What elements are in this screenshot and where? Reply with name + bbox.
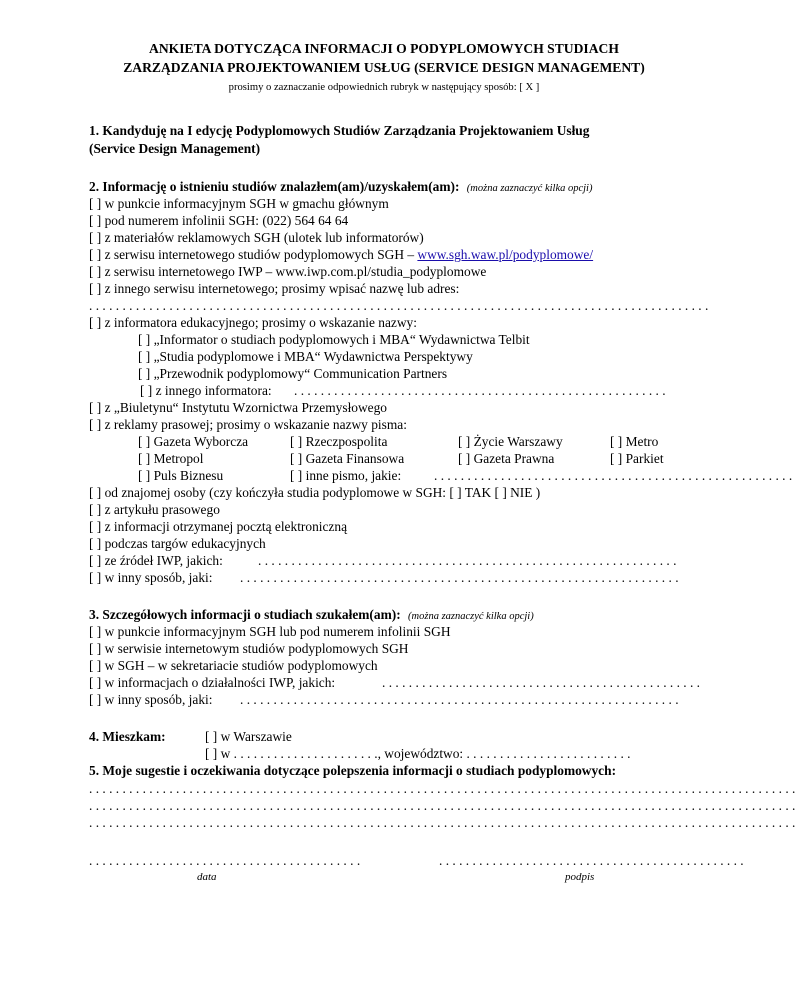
q2-option-11[interactable]: [ ] z artykułu prasowego	[89, 502, 220, 517]
q2-option-7[interactable]: [ ] z informatora edukacyjnego; prosimy o wskazanie nazwy:	[89, 315, 417, 330]
q3-option-1[interactable]: [ ] w punkcie informacyjnym SGH lub pod numerem infolinii SGH	[89, 624, 451, 639]
q2-option-4[interactable]	[89, 247, 593, 263]
q2-option-1[interactable]: [ ] w punkcie informacyjnym SGH w gmachu głównym	[89, 196, 389, 211]
q3-option-3[interactable]: [ ] w SGH – w sekretariacie studiów podyplomowych	[89, 658, 378, 673]
form-instruction: prosimy o zaznaczanie odpowiednich rubryk w następujący sposób: [ X ]	[228, 82, 540, 93]
press-gazeta-finansowa[interactable]: [ ] Gazeta Finansowa	[290, 451, 405, 466]
q4-option-warsaw[interactable]: [ ] w Warszawie	[205, 729, 292, 744]
q1-line1: 1. Kandyduję na I edycję Podyplomowych Studiów Zarządzania Projektowaniem Usług	[89, 123, 590, 138]
q3-option-2[interactable]: [ ] w serwisie internetowym studiów podyplomowych SGH	[89, 641, 409, 656]
informator-option-2[interactable]: [ ] „Studia podyplomowe i MBA“ Wydawnictwa Perspektywy	[138, 349, 473, 364]
q3-heading: 3. Szczegółowych informacji o studiach szukałem(am):	[89, 607, 401, 622]
sgh-postgrad-link[interactable]: www.sgh.waw.pl/podyplomowe/	[417, 247, 594, 262]
informator-option-3[interactable]: [ ] „Przewodnik podyplomowy“ Communication Partners	[138, 366, 448, 381]
q5-answer-line-1[interactable]: . . . . . . . . . . . . . . . . . . . . . . . . . . . . . . . . . . . . . . . . . . . . . . . . . . . . . . . . . . . . . . . . . . . . . . . . . . . . . . . . . . . . . . . . . . . . . . . . . . . . . . . . . .	[89, 781, 795, 796]
q3-option-5[interactable]: [ ] w inny sposób, jaki:	[89, 692, 213, 707]
q1-line2: (Service Design Management)	[89, 141, 261, 156]
q2-option-4-text: [ ] z serwisu internetowego studiów podyplomowych SGH –	[89, 247, 418, 262]
q4-option-other-city[interactable]	[205, 746, 631, 762]
date-fill-line[interactable]: . . . . . . . . . . . . . . . . . . . . . . . . . . . . . . . . . . . . . . . . .	[89, 853, 361, 868]
informator-option-1[interactable]: [ ] „Informator o studiach podyplomowych i MBA“ Wydawnictwa Telbit	[138, 332, 530, 347]
q2-option-14[interactable]: [ ] ze źródeł IWP, jakich:	[89, 553, 223, 568]
q3-heading-row	[89, 607, 534, 625]
date-caption: data	[197, 871, 217, 883]
press-other-fill-line[interactable]: . . . . . . . . . . . . . . . . . . . . . . . . . . . . . . . . . . . . . . . . . . . . . . . . . . . . . .	[434, 468, 793, 483]
q2-option-2[interactable]: [ ] pod numerem infolinii SGH: (022) 564 64 64	[89, 213, 349, 228]
press-zycie-warszawy[interactable]: [ ] Życie Warszawy	[458, 434, 563, 449]
q2-option-6-fill-line[interactable]: . . . . . . . . . . . . . . . . . . . . . . . . . . . . . . . . . . . . . . . . . . . . . . . . . . . . . . . . . . . . . . . . . . . . . . . . . . . . . . . . . . . . . . . . . . . . .	[89, 298, 709, 313]
form-title-line2: ZARZĄDZANIA PROJEKTOWANIEM USŁUG (SERVICE DESIGN MANAGEMENT)	[123, 60, 645, 75]
informator-other-fill-line[interactable]: . . . . . . . . . . . . . . . . . . . . . . . . . . . . . . . . . . . . . . . . . . . . . . . . . . . . . . . .	[294, 383, 666, 398]
q2-option-3[interactable]: [ ] z materiałów reklamowych SGH (ulotek lub informatorów)	[89, 230, 424, 245]
q4-voivodeship-fill-line[interactable]: . . . . . . . . . . . . . . . . . . . . . . . . .	[463, 746, 631, 761]
press-gazeta-wyborcza[interactable]: [ ] Gazeta Wyborcza	[138, 434, 249, 449]
press-other[interactable]: [ ] inne pismo, jakie:	[290, 468, 402, 483]
q5-answer-line-3[interactable]: . . . . . . . . . . . . . . . . . . . . . . . . . . . . . . . . . . . . . . . . . . . . . . . . . . . . . . . . . . . . . . . . . . . . . . . . . . . . . . . . . . . . . . . . . . . . . . . . . . . . . . . . . .	[89, 815, 795, 830]
q4-heading: 4. Mieszkam:	[89, 729, 166, 744]
q2-option-14-fill-line[interactable]: . . . . . . . . . . . . . . . . . . . . . . . . . . . . . . . . . . . . . . . . . . . . . . . . . . . . . . . . . . . . . . .	[258, 553, 677, 568]
q2-option-15-fill-line[interactable]: . . . . . . . . . . . . . . . . . . . . . . . . . . . . . . . . . . . . . . . . . . . . . . . . . . . . . . . . . . . . . . . . . .	[240, 570, 679, 585]
q2-note: (można zaznaczyć kilka opcji)	[466, 183, 593, 194]
q3-option-5-fill-line[interactable]: . . . . . . . . . . . . . . . . . . . . . . . . . . . . . . . . . . . . . . . . . . . . . . . . . . . . . . . . . . . . . . . . . .	[240, 692, 679, 707]
signature-fill-line[interactable]: . . . . . . . . . . . . . . . . . . . . . . . . . . . . . . . . . . . . . . . . . . . . . .	[439, 853, 744, 868]
press-gazeta-prawna[interactable]: [ ] Gazeta Prawna	[458, 451, 555, 466]
press-metropol[interactable]: [ ] Metropol	[138, 451, 204, 466]
q2-heading-row	[89, 179, 592, 197]
press-rzeczpospolita[interactable]: [ ] Rzeczpospolita	[290, 434, 388, 449]
q4-city-fill-line[interactable]: . . . . . . . . . . . . . . . . . . . . .	[230, 746, 375, 761]
q3-note: (można zaznaczyć kilka opcji)	[408, 611, 534, 622]
q2-option-13[interactable]: [ ] podczas targów edukacyjnych	[89, 536, 266, 551]
q2-option-5[interactable]: [ ] z serwisu internetowego IWP – www.iwp.com.pl/studia_podyplomowe	[89, 264, 487, 279]
press-parkiet[interactable]: [ ] Parkiet	[610, 451, 664, 466]
q2-heading: 2. Informację o istnieniu studiów znalazłem(am)/uzyskałem(am):	[89, 179, 460, 194]
q2-option-12[interactable]: [ ] z informacji otrzymanej pocztą elektroniczną	[89, 519, 348, 534]
q3-option-4-fill-line[interactable]: . . . . . . . . . . . . . . . . . . . . . . . . . . . . . . . . . . . . . . . . . . . . . . . .	[382, 675, 701, 690]
q2-option-9[interactable]: [ ] z reklamy prasowej; prosimy o wskazanie nazwy pisma:	[89, 417, 407, 432]
q2-option-8[interactable]: [ ] z „Biuletynu“ Instytutu Wzornictwa Przemysłowego	[89, 400, 387, 415]
q3-option-4[interactable]: [ ] w informacjach o działalności IWP, jakich:	[89, 675, 336, 690]
q4-voivodeship-label: ., województwo:	[374, 746, 464, 761]
q2-option-15[interactable]: [ ] w inny sposób, jaki:	[89, 570, 213, 585]
form-title-line1: ANKIETA DOTYCZĄCA INFORMACJI O PODYPLOMOWYCH STUDIACH	[149, 41, 619, 56]
q2-option-6[interactable]: [ ] z innego serwisu internetowego; prosimy wpisać nazwę lub adres:	[89, 281, 460, 296]
q5-heading: 5. Moje sugestie i oczekiwania dotyczące polepszenia informacji o studiach podyplomowych:	[89, 763, 617, 778]
press-puls-biznesu[interactable]: [ ] Puls Biznesu	[138, 468, 224, 483]
q4-option-other-prefix: [ ] w	[205, 746, 231, 761]
press-metro[interactable]: [ ] Metro	[610, 434, 659, 449]
informator-option-4[interactable]: [ ] z innego informatora:	[140, 383, 272, 398]
q5-answer-line-2[interactable]: . . . . . . . . . . . . . . . . . . . . . . . . . . . . . . . . . . . . . . . . . . . . . . . . . . . . . . . . . . . . . . . . . . . . . . . . . . . . . . . . . . . . . . . . . . . . . . . . . . . . . . . . . .	[89, 798, 795, 813]
q2-option-10[interactable]: [ ] od znajomej osoby (czy kończyła studia podyplomowe w SGH: [ ] TAK [ ] NIE )	[89, 485, 541, 500]
signature-caption: podpis	[565, 871, 595, 883]
